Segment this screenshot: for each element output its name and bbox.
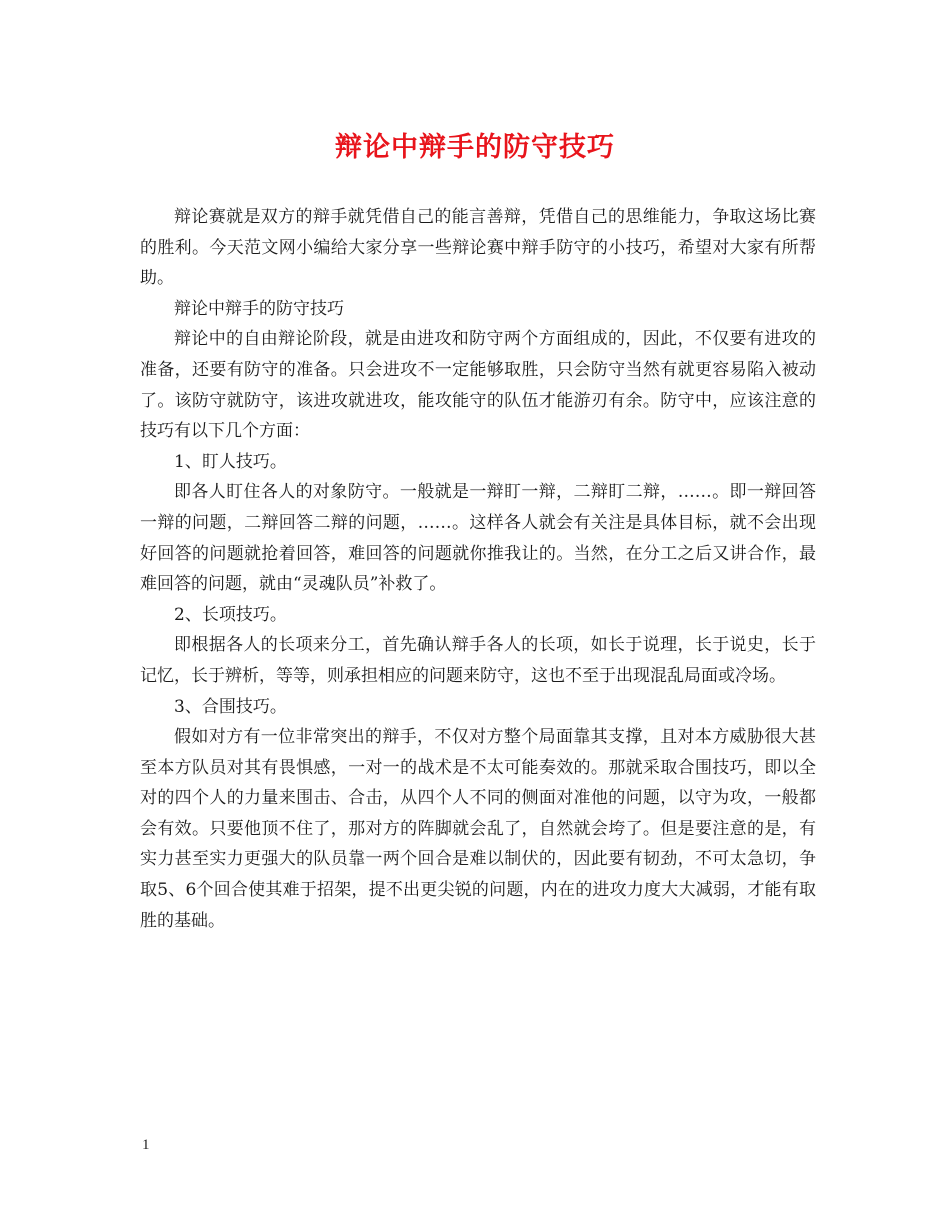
heading-technique-3: 3、合围技巧。	[174, 696, 287, 717]
document-title: 辩论中辩手的防守技巧	[335, 132, 615, 163]
paragraph-technique-2: 即根据各人的长项来分工，首先确认辩手各人的长项，如长于说理，长于说史，长于记忆，长于辨析，等等，则承担相应的问题来防守，这也不至于出现混乱局面或冷场。	[140, 635, 816, 686]
document-body	[140, 202, 816, 936]
paragraph-technique-1: 即各人盯住各人的对象防守。一般就是一辩盯一辩，二辩盯二辩，……。即一辩回答一辩的问题，二辩回答二辩的问题，……。这样各人就会有关注是具体目标，就不会出现好回答的问题就抢着回答，难回答的问题就你推我让的。当然，在分工之后又讲合作，最难回答的问题，就由“灵魂队员”补救了。	[140, 482, 816, 595]
paragraph-subtitle: 辩论中辩手的防守技巧	[174, 298, 344, 319]
heading-technique-2: 2、长项技巧。	[174, 604, 287, 625]
paragraph-intro: 辩论赛就是双方的辩手就凭借自己的能言善辩，凭借自己的思维能力，争取这场比赛的胜利。今天范文网小编给大家分享一些辩论赛中辩手防守的小技巧，希望对大家有所帮助。	[140, 207, 816, 289]
page-number: 1	[142, 1137, 150, 1153]
paragraph-overview: 辩论中的自由辩论阶段，就是由进攻和防守两个方面组成的，因此，不仅要有进攻的准备，还要有防守的准备。只会进攻不一定能够取胜，只会防守当然有就更容易陷入被动了。该防守就防守，该进攻就进攻，能攻能守的队伍才能游刃有余。防守中，应该注意的技巧有以下几个方面：	[140, 329, 816, 442]
heading-technique-1: 1、盯人技巧。	[174, 451, 287, 472]
paragraph-technique-3: 假如对方有一位非常突出的辩手，不仅对方整个局面靠其支撑，且对本方威胁很大甚至本方队员对其有畏惧感，一对一的战术是不太可能奏效的。那就采取合围技巧，即以全对的四个人的力量来围击、合击，从四个人不同的侧面对准他的问题，以守为攻，一般都会有效。只要他顶不住了，那对方的阵脚就会乱了，自然就会垮了。但是要注意的是，有实力甚至实力更强大的队员靠一两个回合是难以制伏的，因此要有韧劲，不可太急切，争取5、6个回合使其难于招架，提不出更尖锐的问题，内在的进攻力度大大减弱，才能有取胜的基础。	[140, 727, 816, 931]
